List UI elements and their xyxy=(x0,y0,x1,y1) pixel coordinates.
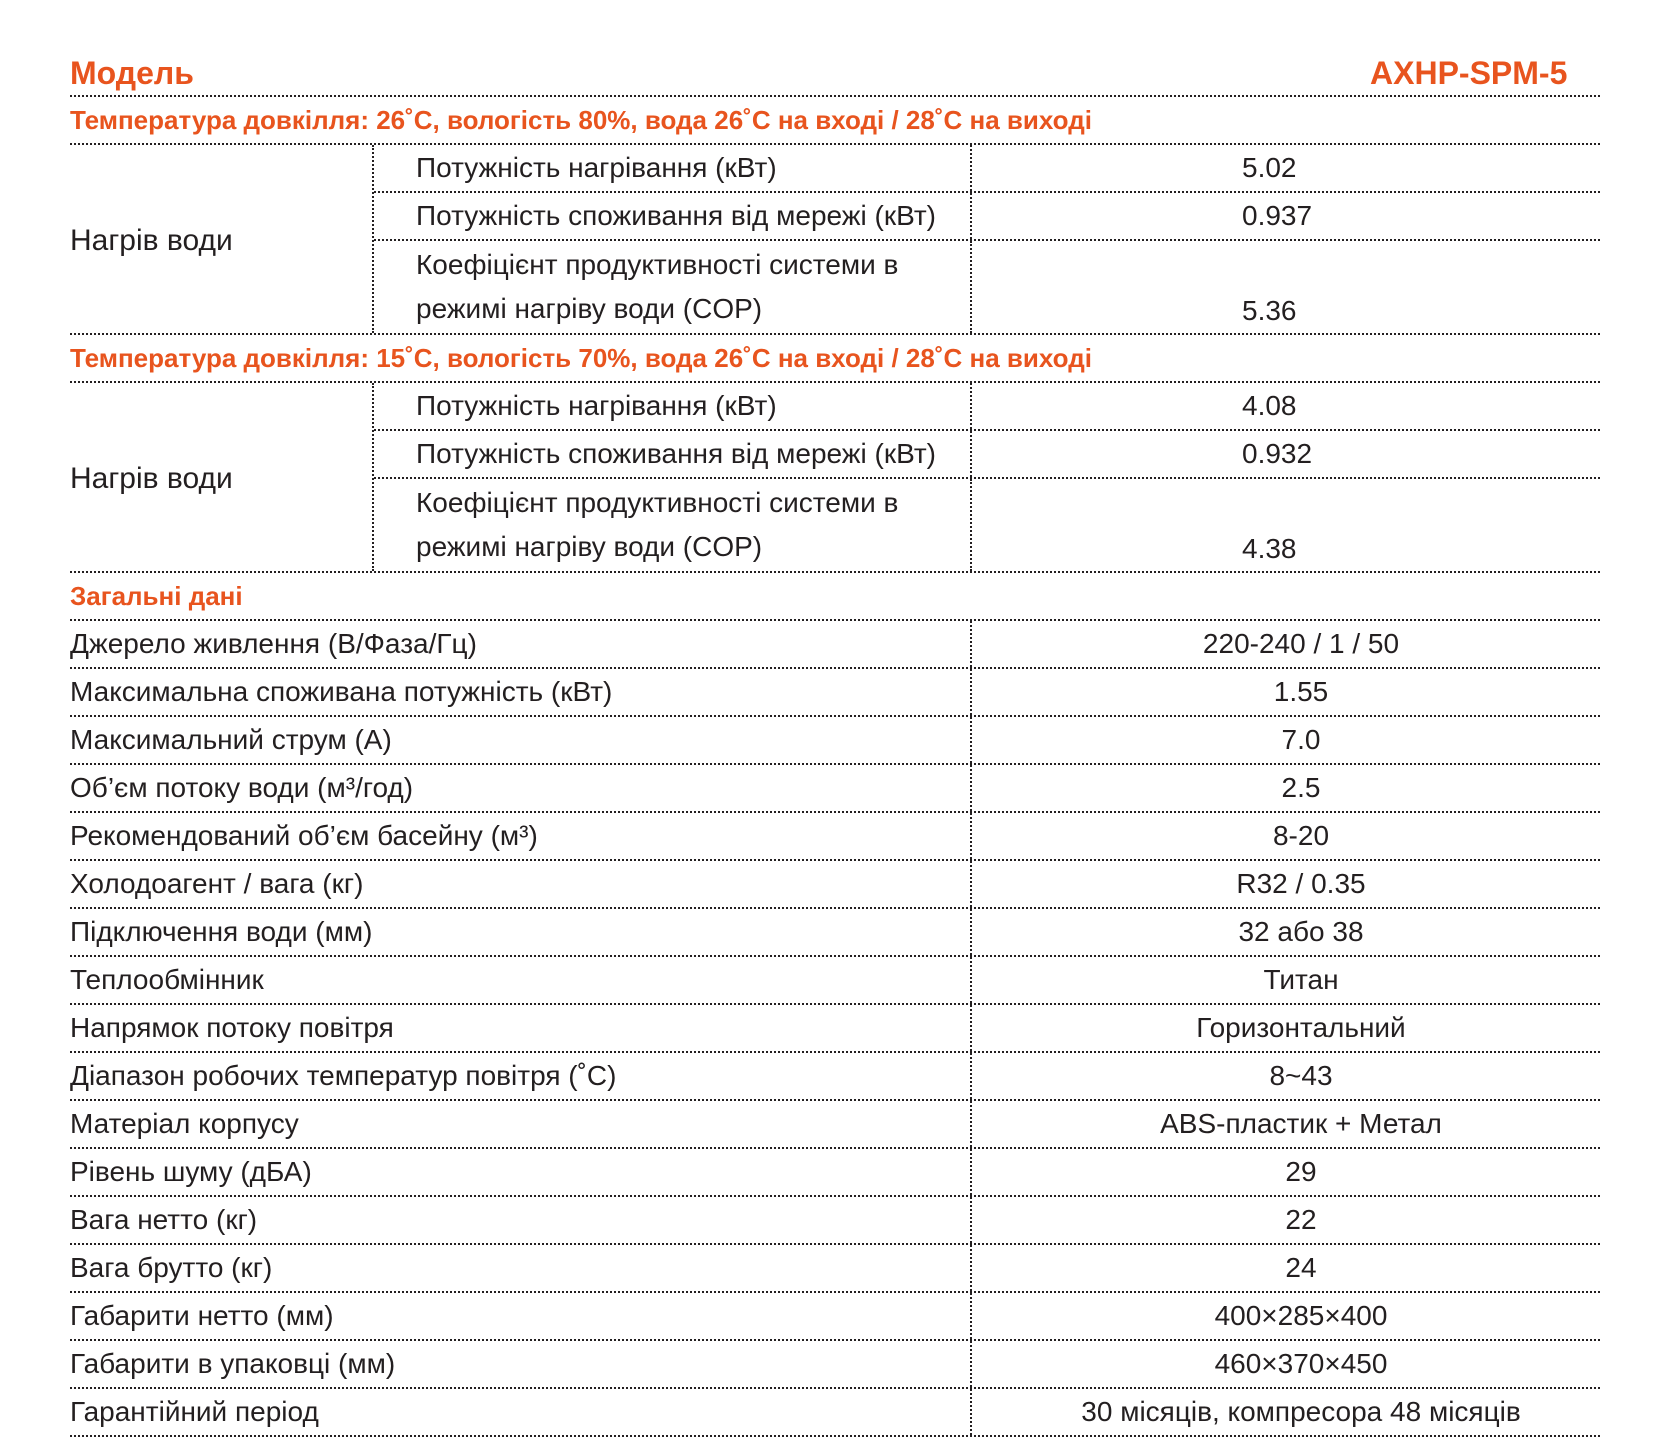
spec-label: Потужність нагрівання (кВт) xyxy=(374,383,972,429)
model-value: AXHP-SPM-5 xyxy=(1370,55,1568,91)
spec-label: Вага нетто (кг) xyxy=(70,1197,972,1243)
spec-value: 1.55 xyxy=(1273,676,1329,707)
spec-label: Гарантійний період xyxy=(70,1389,972,1435)
group-label: Нагрів води xyxy=(70,224,233,257)
group-label: Нагрів води xyxy=(70,462,233,495)
table-row xyxy=(70,1053,1600,1101)
table-row xyxy=(70,1197,1600,1245)
table-row xyxy=(70,717,1600,765)
water-heating-group-2 xyxy=(70,383,1600,573)
spec-label: Теплообмінник xyxy=(70,957,972,1003)
table-row xyxy=(70,621,1600,669)
spec-label: Коефіцієнт продуктивності системи в режимі нагріву води (COP) xyxy=(374,479,972,571)
table-row xyxy=(70,1341,1600,1389)
spec-label: Джерело живлення (В/Фаза/Гц) xyxy=(70,621,972,667)
group-body xyxy=(372,145,1600,333)
spec-label: Рівень шуму (дБА) xyxy=(70,1149,972,1195)
spec-label: Габарити нетто (мм) xyxy=(70,1293,972,1339)
condition-title-1: Температура довкілля: 26˚C, вологість 80%, вода 26˚C на вході / 28˚C на виході xyxy=(70,97,1600,145)
spec-value: 0.937 xyxy=(1242,200,1313,231)
spec-label: Вага брутто (кг) xyxy=(70,1245,972,1291)
table-row xyxy=(70,1245,1600,1293)
spec-label: Об’єм потоку води (м³/год) xyxy=(70,765,972,811)
spec-value: 24 xyxy=(1285,1252,1317,1283)
spec-row xyxy=(374,193,1600,241)
water-heating-group-1 xyxy=(70,145,1600,335)
table-row xyxy=(70,909,1600,957)
spec-row xyxy=(374,431,1600,479)
spec-label: Габарити в упаковці (мм) xyxy=(70,1341,972,1387)
spec-value: 8-20 xyxy=(1272,820,1330,851)
table-row xyxy=(70,669,1600,717)
table-row xyxy=(70,861,1600,909)
spec-value: R32 / 0.35 xyxy=(1236,868,1366,899)
table-row xyxy=(70,765,1600,813)
spec-value: 400×285×400 xyxy=(1214,1300,1388,1331)
spec-value: 220-240 / 1 / 50 xyxy=(1202,628,1400,659)
spec-row xyxy=(374,479,1600,571)
spec-value: 4.38 xyxy=(1242,533,1297,564)
spec-value: 22 xyxy=(1285,1204,1317,1235)
spec-label: Потужність нагрівання (кВт) xyxy=(374,145,972,191)
spec-label: Рекомендований об’єм басейну (м³) xyxy=(70,813,972,859)
table-row xyxy=(70,1389,1600,1437)
spec-value: 7.0 xyxy=(1281,724,1321,755)
spec-value: 32 або 38 xyxy=(1238,916,1364,947)
model-header xyxy=(70,40,1600,97)
spec-value: ABS-пластик + Метал xyxy=(1160,1108,1442,1139)
spec-value: 2.5 xyxy=(1281,772,1321,803)
condition-title-2: Температура довкілля: 15˚C, вологість 70%, вода 26˚C на вході / 28˚C на виході xyxy=(70,335,1600,383)
spec-sheet xyxy=(70,40,1600,1437)
spec-label: Коефіцієнт продуктивності системи в режимі нагріву води (COP) xyxy=(374,241,972,333)
spec-label: Потужність споживання від мережі (кВт) xyxy=(374,431,972,477)
table-row xyxy=(70,1005,1600,1053)
table-row xyxy=(70,957,1600,1005)
spec-value: 5.36 xyxy=(1242,295,1297,326)
spec-label: Максимальна споживана потужність (кВт) xyxy=(70,669,972,715)
spec-value: 29 xyxy=(1285,1156,1317,1187)
spec-value: Титан xyxy=(1263,964,1339,995)
table-row xyxy=(70,1101,1600,1149)
spec-value: 8~43 xyxy=(1269,1060,1333,1091)
spec-label: Підключення води (мм) xyxy=(70,909,972,955)
table-row xyxy=(70,813,1600,861)
spec-row xyxy=(374,145,1600,193)
spec-label: Максимальний струм (А) xyxy=(70,717,972,763)
table-row xyxy=(70,1149,1600,1197)
spec-value: 5.02 xyxy=(1242,152,1297,183)
general-data-title: Загальні дані xyxy=(70,573,1600,621)
spec-label: Напрямок потоку повітря xyxy=(70,1005,972,1051)
spec-label: Діапазон робочих температур повітря (˚C) xyxy=(70,1053,972,1099)
spec-value: Горизонтальний xyxy=(1196,1012,1406,1043)
spec-value: 30 місяців, компресора 48 місяців xyxy=(1081,1396,1521,1427)
spec-label: Холодоагент / вага (кг) xyxy=(70,861,972,907)
general-data-table xyxy=(70,621,1600,1437)
spec-value: 460×370×450 xyxy=(1214,1348,1388,1379)
spec-row xyxy=(374,383,1600,431)
table-row xyxy=(70,1293,1600,1341)
spec-value: 0.932 xyxy=(1242,438,1313,469)
spec-label: Матеріал корпусу xyxy=(70,1101,972,1147)
spec-value: 4.08 xyxy=(1242,390,1297,421)
spec-label: Потужність споживання від мережі (кВт) xyxy=(374,193,972,239)
group-body xyxy=(372,383,1600,571)
spec-row xyxy=(374,241,1600,333)
model-label: Модель xyxy=(70,55,194,91)
